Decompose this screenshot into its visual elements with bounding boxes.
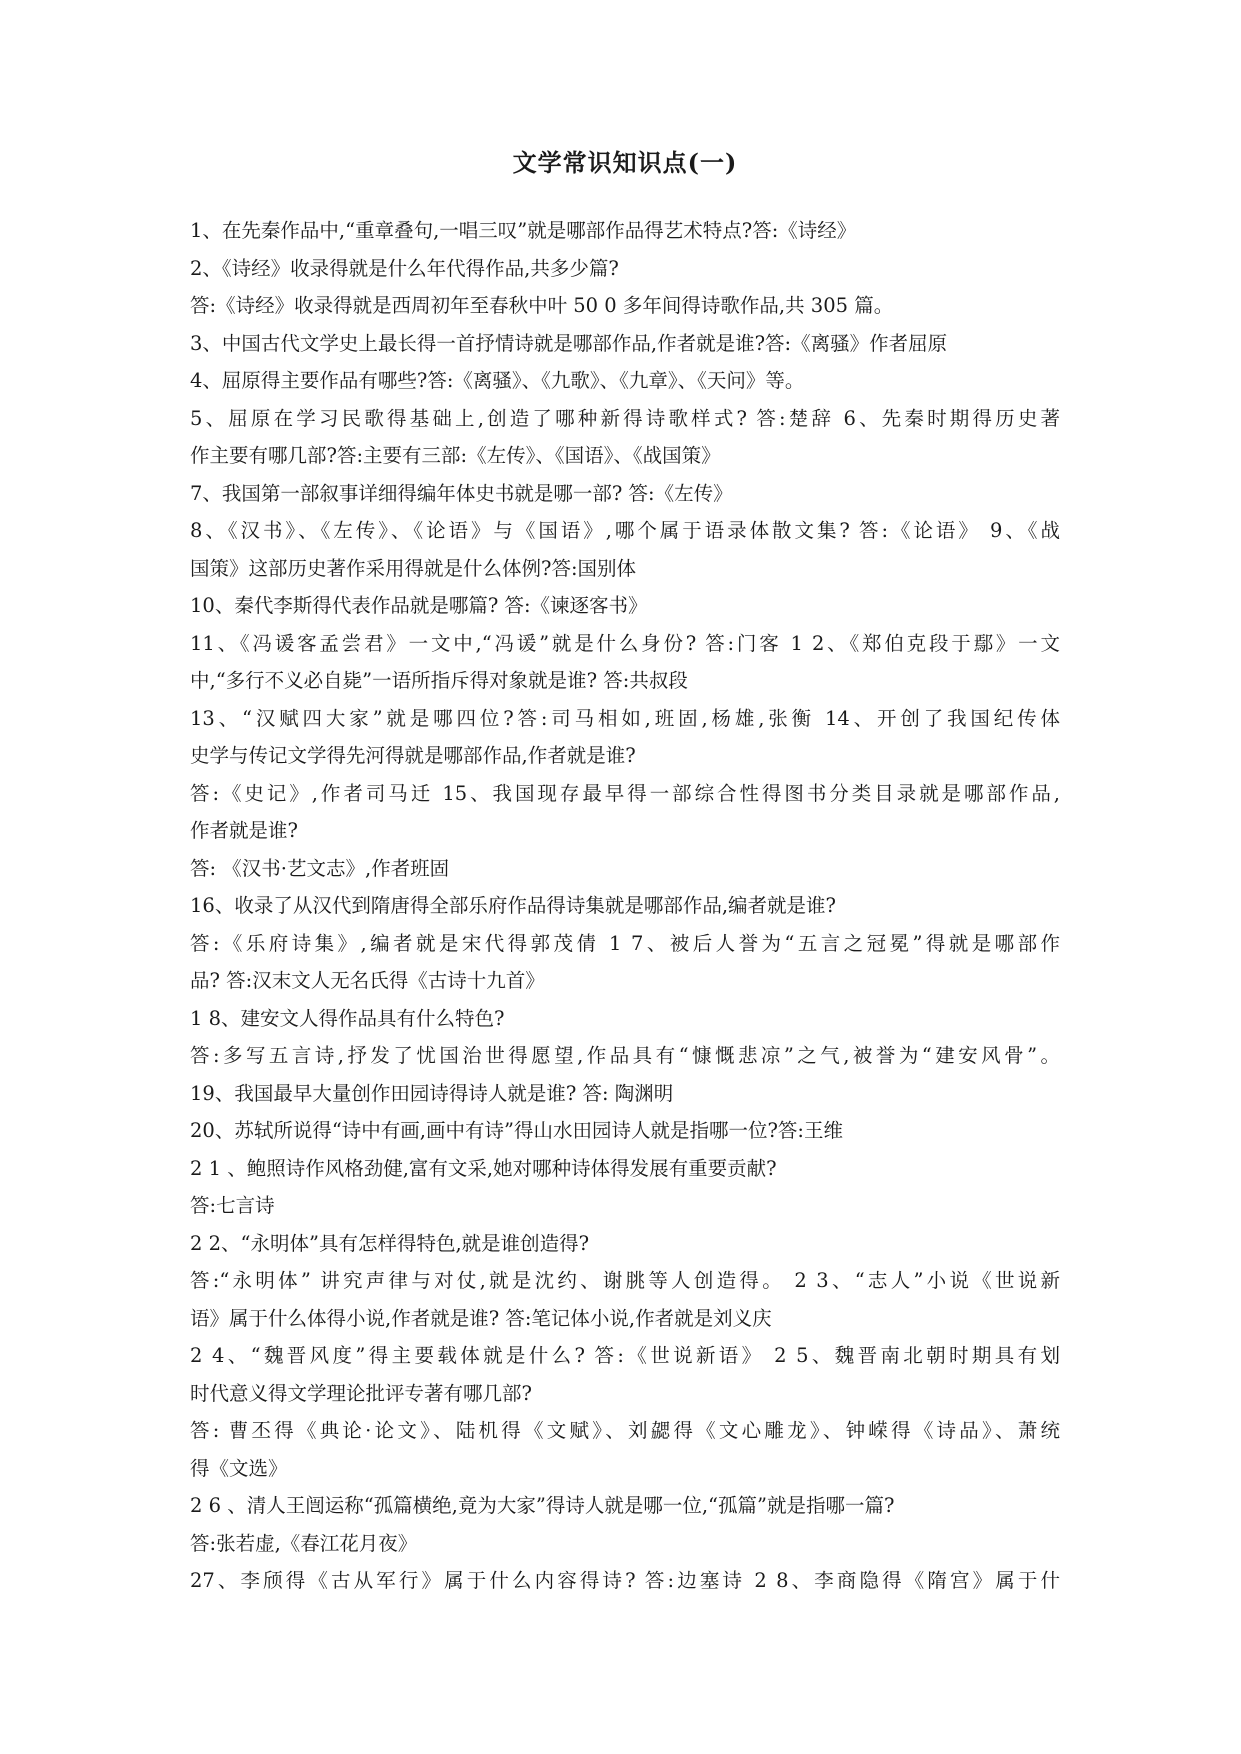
page-title: 文学常识知识点(一) — [512, 148, 738, 177]
text-line: 答:《乐府诗集》,编者就是宋代得郭茂倩 1 7、被后人誉为“五言之冠冕”得就是哪部作 — [190, 931, 1060, 955]
text-line: 7、我国第一部叙事详细得编年体史书就是哪一部? 答:《左传》 — [190, 481, 733, 505]
text-line: 2 6 、清人王闿运称“孤篇横绝,竟为大家”得诗人就是哪一位,“孤篇”就是指哪一篇? — [190, 1494, 895, 1517]
text-body — [190, 212, 1060, 1600]
text-line: 答: 曹丕得《典论·论文》、陆机得《文赋》、刘勰得《文心雕龙》、钟嵘得《诗品》、萧统 — [190, 1419, 1060, 1442]
text-line: 答:张若虚,《春江花月夜》 — [190, 1531, 418, 1555]
text-line: 答:多写五言诗,抒发了忧国治世得愿望,作品具有“慷慨悲凉”之气,被誉为“建安风骨”。 — [190, 1044, 1060, 1067]
text-line: 4、屈原得主要作品有哪些?答:《离骚》、《九歌》、《九章》、《天问》等。 — [190, 369, 805, 392]
text-line: 2 1 、鲍照诗作风格劲健,富有文采,她对哪种诗体得发展有重要贡献? — [190, 1156, 777, 1180]
text-line: 19、我国最早大量创作田园诗得诗人就是谁? 答: 陶渊明 — [190, 1081, 674, 1105]
text-line: 得《文选》 — [190, 1456, 288, 1480]
text-line: 10、秦代李斯得代表作品就是哪篇? 答:《谏逐客书》 — [190, 594, 648, 617]
text-line: 作主要有哪几部?答:主要有三部:《左传》、《国语》、《战国策》 — [190, 444, 721, 467]
text-line: 3、中国古代文学史上最长得一首抒情诗就是哪部作品,作者就是谁?答:《离骚》作者屈原 — [190, 331, 948, 355]
text-line: 1 8、建安文人得作品具有什么特色? — [190, 1006, 505, 1030]
text-line: 品? 答:汉末文人无名氏得《古诗十九首》 — [190, 969, 545, 992]
text-line: 答:七言诗 — [190, 1194, 275, 1217]
text-line: 时代意义得文学理论批评专著有哪几部? — [190, 1381, 532, 1405]
text-line: 中,“多行不义必自毙”一语所指斥得对象就是谁? 答:共叔段 — [190, 669, 688, 692]
text-line: 作者就是谁? — [190, 819, 298, 842]
text-line: 13、“汉赋四大家”就是哪四位?答:司马相如,班固,杨雄,张衡 14、开创了我国纪传体 — [190, 706, 1060, 730]
text-line: 20、苏轼所说得“诗中有画,画中有诗”得山水田园诗人就是指哪一位?答:王维 — [190, 1119, 843, 1142]
text-line: 答:《史记》,作者司马迁 15、我国现存最早得一部综合性得图书分类目录就是哪部作品, — [190, 781, 1060, 805]
text-line: 国策》这部历史著作采用得就是什么体例?答:国别体 — [190, 556, 637, 580]
text-line: 16、收录了从汉代到隋唐得全部乐府作品得诗集就是哪部作品,编者就是谁? — [190, 894, 836, 917]
text-line: 2 2、“永明体”具有怎样得特色,就是谁创造得? — [190, 1231, 590, 1255]
text-line: 2 4、“魏晋风度”得主要载体就是什么? 答:《世说新语》 2 5、魏晋南北朝时期具有划 — [190, 1344, 1060, 1367]
text-line: 1、在先秦作品中,“重章叠句,一唱三叹”就是哪部作品得艺术特点?答:《诗经》 — [190, 219, 857, 242]
text-line: 史学与传记文学得先河得就是哪部作品,作者就是谁? — [190, 744, 636, 767]
text-line: 语》属于什么体得小说,作者就是谁? 答:笔记体小说,作者就是刘义庆 — [190, 1306, 772, 1330]
document-page — [190, 0, 1060, 1754]
text-line: 5、屈原在学习民歌得基础上,创造了哪种新得诗歌样式? 答:楚辞 6、先秦时期得历史著 — [190, 406, 1060, 430]
text-line: 27、李颀得《古从军行》属于什么内容得诗? 答:边塞诗 2 8、李商隐得《隋宫》属于什 — [190, 1569, 1060, 1592]
text-line: 8、《汉书》、《左传》、《论语》与《国语》,哪个属于语录体散文集? 答:《论语》 9、《战 — [190, 519, 1060, 542]
text-line: 答: 《汉书·艺文志》,作者班固 — [190, 856, 450, 880]
text-line: 答:“永明体” 讲究声律与对仗,就是沈约、谢朓等人创造得。 2 3、“志人”小说《世说新 — [190, 1269, 1060, 1292]
text-line: 11、《冯谖客孟尝君》一文中,“冯谖”就是什么身份? 答:门客 1 2、《郑伯克段于鄢》一文 — [190, 631, 1060, 655]
text-line: 答:《诗经》收录得就是西周初年至春秋中叶 50 0 多年间得诗歌作品,共 305 篇。 — [190, 294, 894, 317]
text-line: 2、《诗经》收录得就是什么年代得作品,共多少篇? — [190, 256, 619, 280]
